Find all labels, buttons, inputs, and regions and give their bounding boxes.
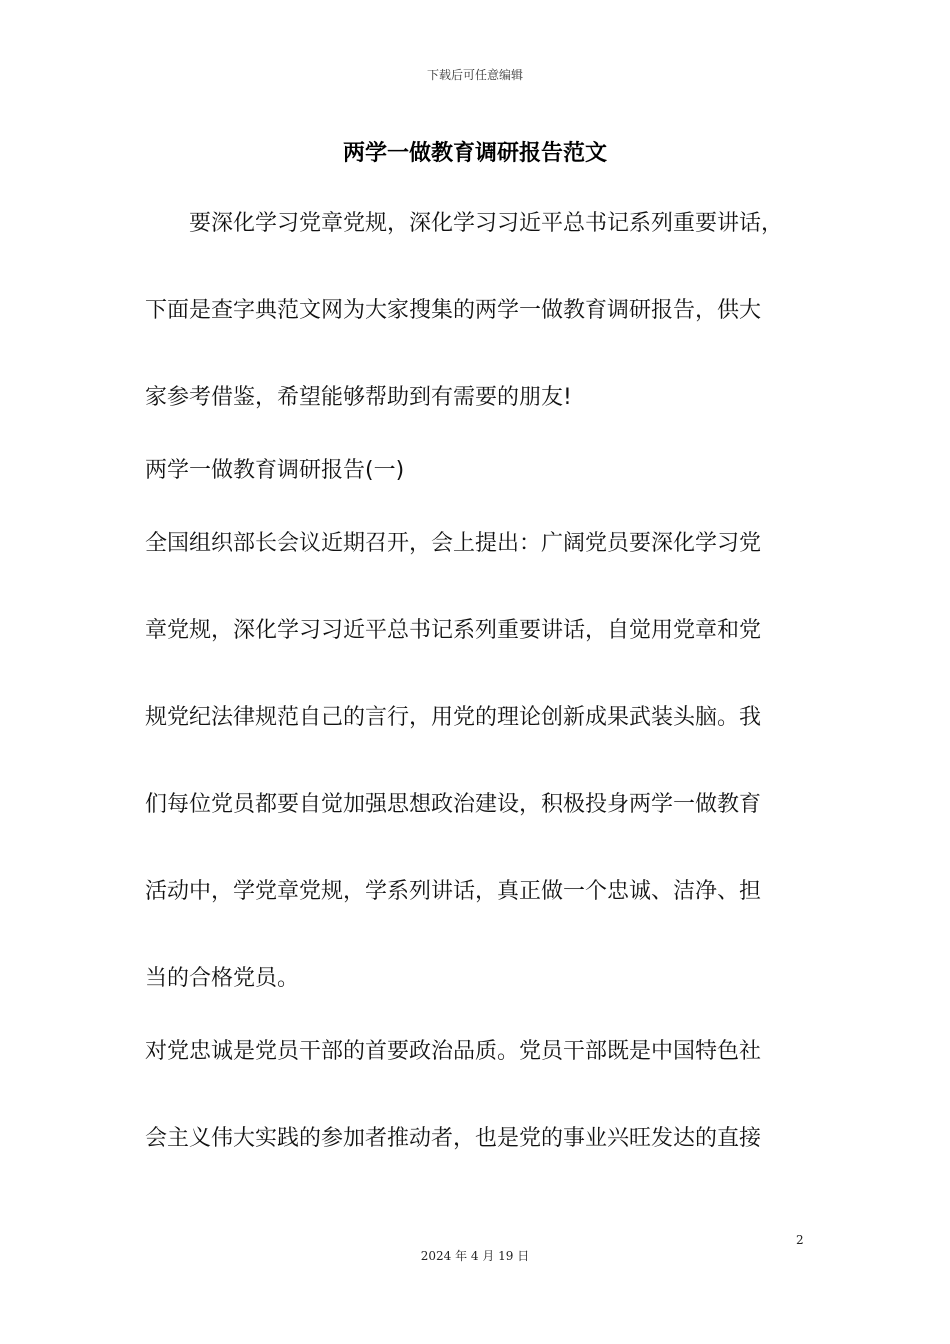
- footer-date: 2024 年 4 月 19 日: [420, 1249, 530, 1263]
- body-line: 当的合格党员。: [145, 966, 300, 991]
- header-note: 下载后可任意编辑: [426, 68, 523, 82]
- section-heading: 两学一做教育调研报告(一): [145, 458, 405, 483]
- page-number: 2: [796, 1233, 804, 1247]
- body-line: 全国组织部长会议近期召开，会上提出：广阔党员要深化学习党: [145, 531, 762, 556]
- body-line: 规党纪法律规范自己的言行，用党的理论创新成果武装头脑。我: [145, 705, 762, 730]
- body-line: 家参考借鉴，希望能够帮助到有需要的朋友!: [145, 385, 572, 410]
- body-line: 下面是查字典范文网为大家搜集的两学一做教育调研报告，供大: [145, 298, 762, 323]
- body-line: 们每位党员都要自觉加强思想政治建设，积极投身两学一做教育: [145, 792, 762, 817]
- body-line: 会主义伟大实践的参加者推动者，也是党的事业兴旺发达的直接: [145, 1126, 762, 1151]
- body-line: 要深化学习党章党规，深化学习习近平总书记系列重要讲话，: [145, 211, 784, 236]
- body-line: 对党忠诚是党员干部的首要政治品质。党员干部既是中国特色社: [145, 1039, 762, 1064]
- body-line: 章党规，深化学习习近平总书记系列重要讲话，自觉用党章和党: [145, 618, 762, 643]
- document-title: 两学一做教育调研报告范文: [342, 141, 607, 166]
- body-line: 活动中，学党章党规，学系列讲话，真正做一个忠诚、洁净、担: [145, 879, 762, 904]
